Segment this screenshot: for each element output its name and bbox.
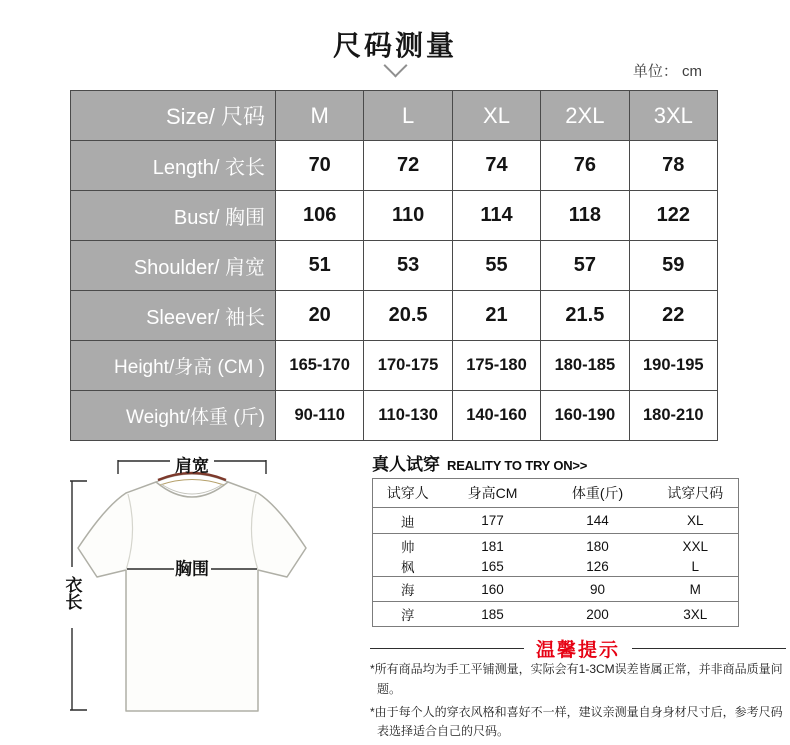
cell-value: 21.5 (541, 291, 629, 341)
tryon-weight: 144 (543, 508, 653, 534)
cell-value: 21 (452, 291, 540, 341)
row-label: Shoulder/ 肩宽 (71, 241, 276, 291)
cell-value: 170-175 (364, 341, 452, 391)
cell-value: 110 (364, 191, 452, 241)
tryon-row (373, 556, 739, 577)
tryon-col-size: 试穿尺码 (653, 479, 739, 508)
tryon-weight: 126 (543, 556, 653, 577)
cell-value: 180-210 (629, 391, 717, 441)
tryon-person: 帅 (401, 540, 415, 555)
tips-body (370, 660, 790, 745)
cell-value: 59 (629, 241, 717, 291)
row-label: Length/ 衣长 (71, 141, 276, 191)
cell-value: 51 (276, 241, 364, 291)
tryon-person: 枫 (373, 556, 443, 577)
row-label: Height/身高 (CM ) (71, 341, 276, 391)
tryon-header-row (373, 479, 739, 508)
tshirt-icon (40, 440, 370, 740)
cell-value: 140-160 (452, 391, 540, 441)
tryon-person: 海 (373, 577, 443, 602)
cell-value: 90-110 (276, 391, 364, 441)
cell-value: 22 (629, 291, 717, 341)
tryon-person: 迪 (373, 508, 443, 534)
size-header-m: M (276, 91, 364, 141)
cell-value: 57 (541, 241, 629, 291)
length-label: 衣长 (62, 576, 82, 610)
tryon-height: 181 (481, 538, 504, 554)
cell-value: 165-170 (276, 341, 364, 391)
tryon-weight: 90 (543, 577, 653, 602)
cell-value: 74 (452, 141, 540, 191)
cell-value: 175-180 (452, 341, 540, 391)
tryon-row (373, 602, 739, 627)
size-row-sleeve (71, 291, 718, 341)
cell-value: 20 (276, 291, 364, 341)
cell-value: 55 (452, 241, 540, 291)
cell-value: 180-185 (541, 341, 629, 391)
tryon-row (373, 534, 739, 557)
tryon-height: 165 (443, 556, 543, 577)
divider-line (632, 648, 786, 649)
tryon-height: 177 (443, 508, 543, 534)
tryon-col-weight: 体重(斤) (543, 479, 653, 508)
size-row-bust (71, 191, 718, 241)
size-row-length (71, 141, 718, 191)
cell-value: 118 (541, 191, 629, 241)
cell-value: 53 (364, 241, 452, 291)
size-corner-label: Size/ 尺码 (71, 91, 276, 141)
tryon-row (373, 508, 739, 534)
tips-title: 温馨提示 (536, 640, 621, 661)
unit-label: 单位： cm (632, 63, 702, 80)
divider-line (370, 648, 524, 649)
cell-value: 122 (629, 191, 717, 241)
cell-value: 20.5 (364, 291, 452, 341)
size-row-weight (71, 391, 718, 441)
tryon-table (372, 478, 739, 627)
tryon-height: 160 (443, 577, 543, 602)
cell-value: 110-130 (364, 391, 452, 441)
shoulder-label: 肩宽 (175, 456, 209, 476)
cell-value: 106 (276, 191, 364, 241)
tryon-title-cn: 真人试穿 (372, 455, 440, 474)
tryon-size: 3XL (683, 606, 708, 622)
cell-value: 160-190 (541, 391, 629, 441)
tryon-weight: 200 (586, 606, 609, 622)
cell-value: 70 (276, 141, 364, 191)
size-row-shoulder (71, 241, 718, 291)
size-table (70, 90, 718, 441)
row-label: Weight/体重 (斤) (71, 391, 276, 441)
tips-header (370, 635, 786, 662)
tryon-person: 淳 (401, 608, 415, 623)
cell-value: 114 (452, 191, 540, 241)
size-header-xl: XL (452, 91, 540, 141)
size-header-2xl: 2XL (541, 91, 629, 141)
size-row-height (71, 341, 718, 391)
tryon-title-en: REALITY TO TRY ON>> (447, 458, 588, 473)
tryon-heading (372, 450, 587, 475)
row-label: Bust/ 胸围 (71, 191, 276, 241)
tryon-size: XL (653, 508, 739, 534)
tryon-height: 185 (481, 606, 504, 622)
tip-item: *所有商品均为手工平铺测量，实际会有1-3CM误差皆属正常，并非商品质量问题。 (370, 662, 783, 696)
tryon-size: M (653, 577, 739, 602)
tryon-size: XXL (682, 538, 709, 554)
row-label: Sleever/ 袖长 (71, 291, 276, 341)
page-title: 尺码测量 (332, 30, 457, 61)
cell-value: 78 (629, 141, 717, 191)
cell-value: 72 (364, 141, 452, 191)
bust-label: 胸围 (175, 559, 209, 579)
tip-item: *由于每个人的穿衣风格和喜好不一样，建议亲测量自身身材尺寸后，参考尺码表选择适合自己的尺码。 (370, 704, 783, 739)
tryon-row (373, 577, 739, 602)
tryon-col-height: 身高CM (443, 479, 543, 508)
size-header-l: L (364, 91, 452, 141)
cell-value: 76 (541, 141, 629, 191)
size-table-header-row (71, 91, 718, 141)
tryon-weight: 180 (586, 538, 609, 554)
size-header-3xl: 3XL (629, 91, 717, 141)
tshirt-measurement-diagram (40, 440, 370, 740)
cell-value: 190-195 (629, 341, 717, 391)
tryon-size: L (653, 556, 739, 577)
tryon-col-person: 试穿人 (373, 479, 443, 508)
